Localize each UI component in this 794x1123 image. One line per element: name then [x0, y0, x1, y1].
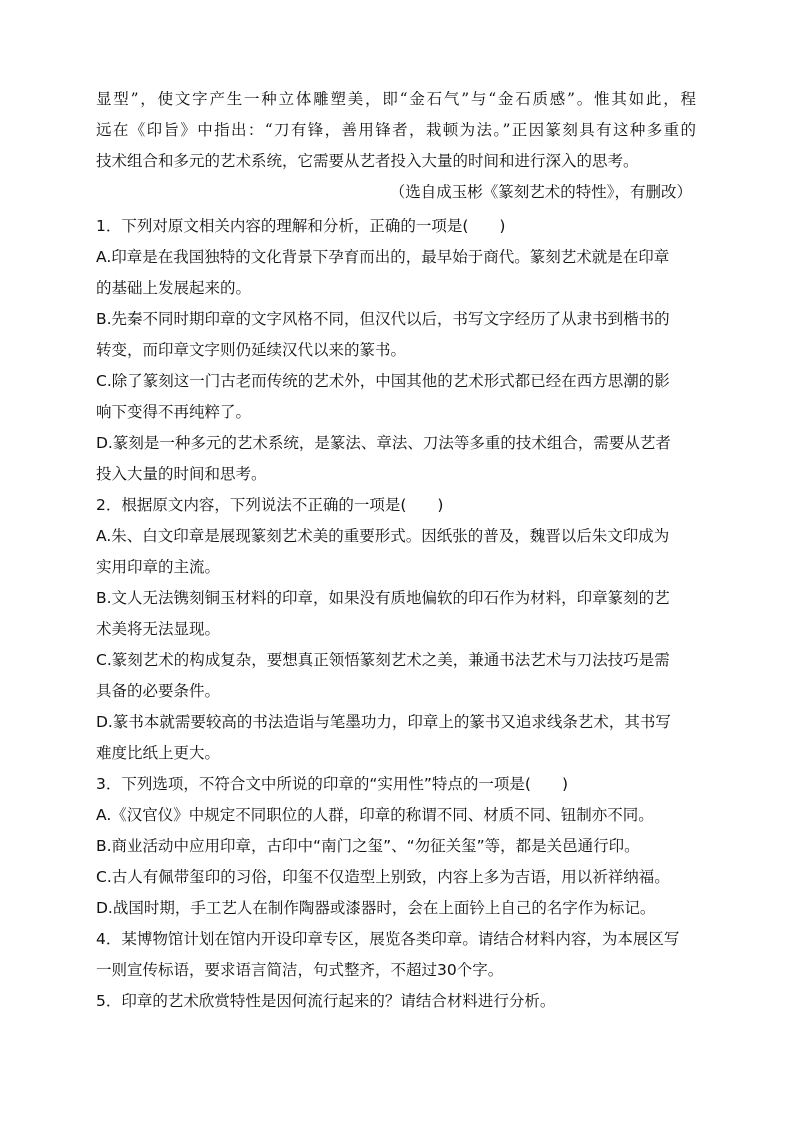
- question-3-option-a: A.《汉官仪》中规定不同职位的人群，印章的称谓不同、材质不同、钮制亦不同。: [96, 806, 654, 824]
- passage-line: 远在《印旨》中指出：“刀有锋，善用锋者，栽顿为法。”正因篆刻具有这种多重的: [96, 121, 696, 139]
- question-3-option-b: B.商业活动中应用印章，古印中“南门之玺”、“勿征关玺”等，都是关邑通行印。: [96, 837, 640, 855]
- question-2-option-d-cont: 难度比纸上更大。: [96, 744, 221, 762]
- question-2-option-c: C.篆刻艺术的构成复杂，要想真正领悟篆刻艺术之美，兼通书法艺术与刀法技巧是需: [96, 651, 670, 669]
- question-3-stem: 3．下列选项，不符合文中所说的印章的“实用性”特点的一项是( ): [96, 775, 569, 793]
- question-2-option-a-cont: 实用印章的主流。: [96, 558, 221, 576]
- passage-excerpt: [96, 84, 696, 208]
- document-page: [96, 84, 696, 1017]
- question-1-option-c-cont: 响下变得不再纯粹了。: [96, 403, 252, 421]
- passage-line: 显型”，使文字产生一种立体雕塑美，即“金石气”与“金石质感”。惟其如此，程: [96, 90, 696, 108]
- question-2-option-d: D.篆书本就需要较高的书法造诣与笔墨功力，印章上的篆书又追求线条艺术，其书写: [96, 713, 671, 731]
- question-1-option-b-cont: 转变，而印章文字则仍延续汉代以来的篆书。: [96, 341, 407, 359]
- question-4-stem: 4．某博物馆计划在馆内开设印章专区，展览各类印章。请结合材料内容，为本展区写: [96, 930, 680, 948]
- passage-line: 技术组合和多元的艺术系统，它需要从艺者投入大量的时间和进行深入的思考。: [96, 152, 639, 170]
- question-4-stem-cont: 一则宣传标语，要求语言简洁，句式整齐，不超过30个字。: [96, 961, 504, 979]
- question-1-stem: 1．下列对原文相关内容的理解和分析，正确的一项是( ): [96, 217, 506, 235]
- question-1-option-d: D.篆刻是一种多元的艺术系统，是篆法、章法、刀法等多重的技术组合，需要从艺者: [96, 434, 671, 452]
- passage-source: （选自成玉彬《篆刻艺术的特性》，有删改）: [389, 183, 692, 201]
- question-1-option-b: B.先秦不同时期印章的文字风格不同，但汉代以后，书写文字经历了从隶书到楷书的: [96, 310, 670, 328]
- question-2-option-b-cont: 术美将无法显现。: [96, 620, 221, 638]
- question-list: [96, 211, 696, 1017]
- question-1-option-d-cont: 投入大量的时间和思考。: [96, 465, 267, 483]
- question-1-option-a-cont: 的基础上发展起来的。: [96, 279, 252, 297]
- question-5-stem: 5．印章的艺术欣赏特性是因何流行起来的？请结合材料进行分析。: [96, 992, 556, 1010]
- question-1-option-a: A.印章是在我国独特的文化背景下孕育而出的，最早始于商代。篆刻艺术就是在印章: [96, 248, 670, 266]
- question-3-option-d: D.战国时期，手工艺人在制作陶器或漆器时，会在上面钤上自己的名字作为标记。: [96, 899, 656, 917]
- question-2-stem: 2．根据原文内容，下列说法不正确的一项是( ): [96, 496, 444, 514]
- question-2-option-b: B.文人无法镌刻铜玉材料的印章，如果没有质地偏软的印石作为材料，印章篆刻的艺: [96, 589, 670, 607]
- question-1-option-c: C.除了篆刻这一门古老而传统的艺术外，中国其他的艺术形式都已经在西方思潮的影: [96, 372, 670, 390]
- question-3-option-c: C.古人有佩带玺印的习俗，印玺不仅造型上别致，内容上多为吉语，用以祈祥纳福。: [96, 868, 670, 886]
- question-2-option-c-cont: 具备的必要条件。: [96, 682, 221, 700]
- question-2-option-a: A.朱、白文印章是展现篆刻艺术美的重要形式。因纸张的普及，魏晋以后朱文印成为: [96, 527, 670, 545]
